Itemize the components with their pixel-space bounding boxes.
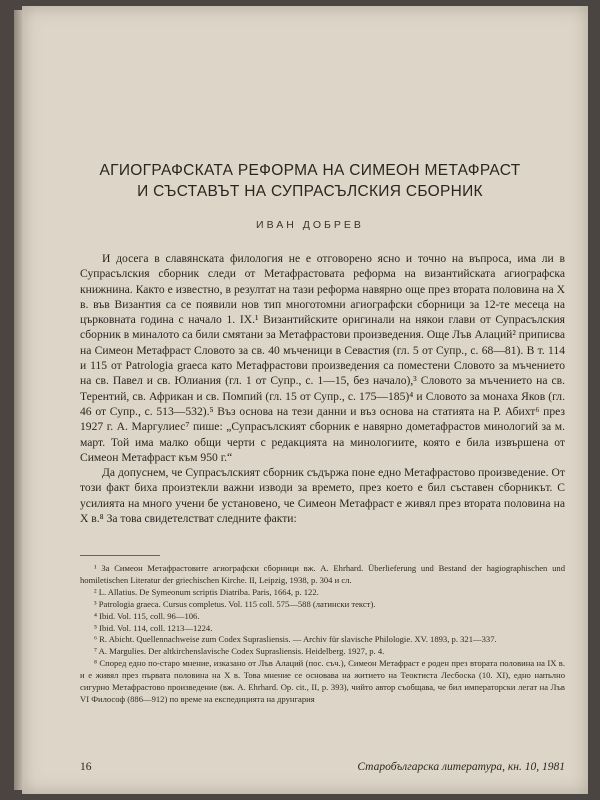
footnote: ⁶ R. Abicht. Quellennachweise zum Codex Suprasliensis. — Archiv für slavische Philologie. XV. 1893, p. 321—337. (94, 634, 497, 645)
footnote: ⁵ Ibid. Vol. 114, coll. 1213—1224. (94, 622, 213, 633)
footnote: ¹ За Симеон Метафрастовите агиографски сборници вж. A. Ehrhard. Überlieferung und Bestand der hagiographischen und homiletischen Literatur der griechischen Kirche. II, Leipzig, 1938, p. 304 и сл. (80, 563, 565, 585)
journal-reference: Старобългарска литература, кн. 10, 1981 (357, 761, 565, 773)
article-body (80, 251, 565, 526)
footnotes (80, 563, 565, 706)
article-title (50, 160, 570, 202)
footnote: ² L. Allatius. De Symeonum scriptis Diatriba. Paris, 1664, p. 122. (94, 586, 319, 597)
footnote: ⁴ Ibid. Vol. 115, coll. 96—106. (94, 610, 200, 621)
footnote-divider (80, 555, 160, 556)
article-title-line-2: И СЪСТАВЪТ НА СУПРАСЪЛСКИЯ СБОРНИК (137, 183, 483, 200)
footnote: ⁷ A. Margulies. Der altkirchenslavische Codex Suprasliensis. Heidelberg. 1927, p. 4. (94, 646, 385, 657)
body-paragraph: И досега в славянската филология не е отговорено ясно и точно на въпроса, има ли в Супрасълския сборник следи от Метафрастовата реформа на византийската агиографска книжнина. Както е известно, в резултат на тази реформа навярно още през втората половина на X в. във Византия са се появили нов тип многотомни агиографски сборници за 12-те месеца на църковната година с начало 1. IX.¹ Византийските оригинали на някои глави от Супрасълския сборник в миналото са били смятани за Метафрастови произведения. Още Лъв Алаций² приписва на Симеон Метафраст Словото за св. 40 мъченици в Севастия (гл. 5 от Супр., с. 68—81). В т. 114 и 115 от Patrologia graeca като Метафрастови произведения са поместени Словото за мъчението на св. Павел и св. Юлиания (гл. 1 от Супр., с. 1—15, без начало),³ Словото за мъчението на св. Терентий, св. Африкан и св. Помпий (гл. 15 от Супр., с. 175—185)⁴ и Словото за монаха Яков (гл. 46 от Супр., с. 513—532).⁵ Въз основа на тези данни и въз основа на статията на Р. Абихт⁶ през 1927 г. А. Маргулиес⁷ пише: „Супрасълският сборник е навярно дометафрастов минологий за м. март. Той има малко общи черти с редакцията на минологиите, която е била извършена от Симеон Метафраст към 950 г.“ (80, 252, 565, 464)
article-title-line-1: АГИОГРАФСКАТА РЕФОРМА НА СИМЕОН МЕТАФРАСТ (99, 162, 521, 179)
page-number: 16 (80, 761, 92, 773)
footnote: ³ Patrologia graeca. Cursus completus. Vol. 115 coll. 575—588 (латински текст). (94, 598, 376, 609)
footnote: ⁸ Според едно по-старо мнение, изказано от Лъв Алаций (пос. съч.), Симеон Метафраст е роден през втората половина на IX в. и е живял през първата половина на X в. Това мнение се основава на житието на Теоктиста Лесбоска (10. XI), едно напълно сигурно Метафрастово произведение (вж. A. Ehrhard. Op. cit., II, p. 393), чийто автор съобщава, че бил императорски легат на Лъв VI Философ (886—912) по време на експедицията на друнгария (80, 658, 565, 704)
article-author: ИВАН ДОБРЕВ (256, 219, 364, 231)
body-paragraph: Да допуснем, че Супрасълският сборник съдържа поне едно Метафрастово произведение. От този факт биха произтекли важни изводи за времето, през което е бил съставен сборникът. С усилията на много учени бе установено, че Симеон Метафраст е живял през втората половина на X в.⁸ За това свидетелстват следните факти: (80, 466, 565, 526)
